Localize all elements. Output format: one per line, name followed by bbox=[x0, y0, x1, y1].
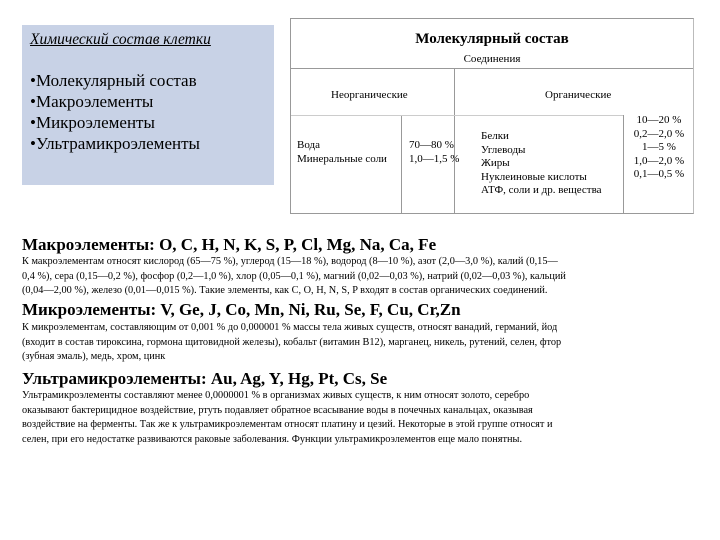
organic-values bbox=[627, 114, 691, 182]
microelements-text bbox=[22, 321, 682, 365]
table-divider bbox=[291, 115, 623, 116]
bullet-item: •Микроэлементы bbox=[30, 113, 155, 132]
bullet-item: •Молекулярный состав bbox=[30, 71, 197, 90]
bullet-item: •Ультрамикроэлементы bbox=[30, 134, 200, 153]
organic-value: 1,0—2,0 % bbox=[633, 154, 685, 167]
table-subtitle: Соединения bbox=[463, 53, 521, 65]
organic-value: 1—5 % bbox=[642, 141, 676, 153]
text-line: селен, при его недостатке развиваются раковые заболевания. Функции ультрамикроэлементов еще мало понятны. bbox=[22, 433, 523, 445]
column-header-organic: Органические bbox=[545, 89, 612, 101]
inorganic-name: Минеральные соли bbox=[297, 152, 387, 165]
text-line: оказывают бактерицидное воздействие, ртуть подавляет обратное всасывание воды в почечных канальцах, оказывая bbox=[22, 404, 533, 416]
macroelements-heading: Макроэлементы: O, C, H, N, K, S, P, Cl, Mg, Na, Ca, Fe bbox=[22, 235, 437, 254]
inorganic-names bbox=[297, 139, 387, 166]
text-line: воздействие на ферменты. Так же к ультрамикроэлементам относят платину и цезий. Некоторые в этой группе относят и bbox=[22, 419, 553, 430]
organic-name: Жиры bbox=[481, 157, 510, 169]
bullet-list bbox=[30, 70, 200, 154]
inorganic-values bbox=[409, 139, 459, 166]
table-divider bbox=[623, 115, 624, 213]
microelements-heading: Микроэлементы: V, Ge, J, Co, Mn, Ni, Ru, Se, F, Cu, Cr,Zn bbox=[22, 300, 461, 319]
organic-names bbox=[481, 130, 602, 198]
text-line: (зубная эмаль), медь, хром, цинк bbox=[22, 351, 166, 362]
organic-name: Углеводы bbox=[481, 143, 526, 156]
organic-value: 0,2—2,0 % bbox=[633, 127, 685, 140]
inorganic-value: 1,0—1,5 % bbox=[409, 152, 460, 165]
table-divider bbox=[291, 68, 693, 69]
organic-name: Нуклеиновые кислоты bbox=[481, 170, 587, 183]
macroelements-text bbox=[22, 255, 682, 299]
inorganic-name: Вода bbox=[297, 139, 320, 151]
text-line: (0,04—2,00 %), железо (0,01—0,015 %). Такие элементы, как C, O, H, N, S, P входят в состав органических соединений. bbox=[22, 285, 548, 296]
column-header-inorganic: Неорганические bbox=[331, 89, 408, 101]
text-line: К микроэлементам, составляющим от 0,001 % до 0,000001 % массы тела живых существ, относят ванадий, германий, йод bbox=[22, 322, 558, 333]
organic-name: Белки bbox=[481, 130, 509, 142]
organic-name: АТФ, соли и др. вещества bbox=[481, 184, 602, 196]
organic-value: 0,1—0,5 % bbox=[633, 168, 685, 180]
box-title: Химический состав клетки bbox=[30, 31, 211, 48]
bullet-item: •Макроэлементы bbox=[30, 92, 154, 111]
table-divider bbox=[401, 115, 402, 213]
table-title: Молекулярный состав bbox=[415, 31, 569, 47]
inorganic-value: 70—80 % bbox=[409, 139, 454, 151]
text-line: К макроэлементам относят кислород (65—75 %), углерод (15—18 %), водород (8—10 %), азот (2,0—3,0 %), калий (0,15— bbox=[22, 256, 558, 267]
text-line: (входит в состав тироксина, гормона щитовидной железы), кобальт (витамин В12), марганец, никель, рутений, селен, фтор bbox=[22, 336, 562, 348]
cell-composition-box bbox=[22, 25, 274, 185]
molecular-composition-table bbox=[290, 18, 694, 214]
ultramicroelements-text bbox=[22, 389, 682, 447]
text-line: 0,4 %), сера (0,15—0,2 %), фосфор (0,2—1,0 %), хлор (0,05—0,1 %), магний (0,02—0,03 %), натрий (0,02—0,03 %), кальций bbox=[22, 270, 566, 282]
ultramicroelements-heading: Ультрамикроэлементы: Au, Ag, Y, Hg, Pt, Cs, Se bbox=[22, 369, 388, 388]
organic-value: 10—20 % bbox=[636, 114, 682, 126]
text-line: Ультрамикроэлементы составляют менее 0,0000001 % в организмах живых существ, к ним относят золото, серебро bbox=[22, 390, 530, 401]
